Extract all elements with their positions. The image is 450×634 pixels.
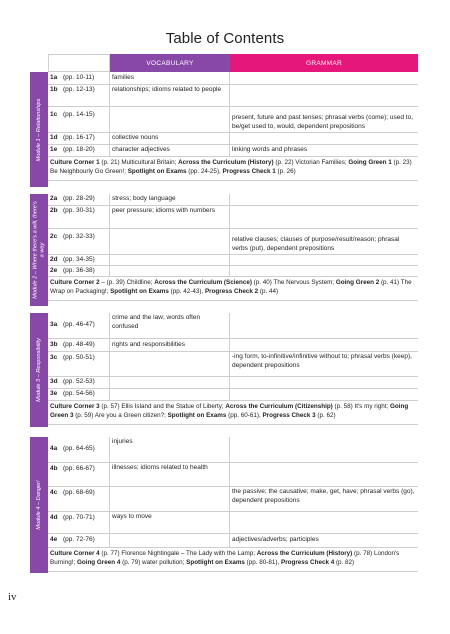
lesson-grammar — [230, 255, 418, 265]
going-green-text: (p. 41) The Wrap on Packaging!; — [50, 279, 412, 295]
lesson-grammar: relative clauses; clauses of purpose/result/reason; phrasal verbs (put), dependent prepositions — [232, 236, 400, 252]
going-green-text: (p. 59) Are you a Green citizen?; — [73, 412, 168, 419]
culture-corner-line-2 — [48, 277, 418, 301]
lesson-number: 2d — [50, 255, 58, 263]
lesson-pages: (pp. 72-76) — [63, 536, 95, 544]
lesson-grammar: adjectives/adverbs; participles — [232, 536, 319, 544]
lesson-number: 3c — [50, 354, 58, 361]
lesson-row-4d — [48, 512, 418, 534]
module-1-table — [48, 72, 418, 181]
lesson-pages: (pp. 68-69) — [63, 489, 95, 496]
lesson-grammar — [230, 85, 418, 106]
progress-check-text: (p. 82) — [334, 559, 355, 566]
lesson-vocabulary — [110, 377, 230, 388]
lesson-number: 1a — [50, 73, 58, 81]
lesson-number: 2e — [50, 266, 58, 274]
across-curriculum-title: Across the Curriculum (Citizenship) — [225, 403, 333, 410]
lesson-pages: (pp. 28-29) — [63, 195, 95, 203]
lesson-number: 4b — [50, 465, 58, 472]
lesson-grammar — [230, 339, 418, 351]
column-header-row — [48, 54, 418, 72]
spotlight-exams-title: Spotlight on Exams — [186, 559, 245, 566]
lesson-grammar — [230, 512, 418, 533]
lesson-row-2d — [48, 255, 418, 266]
culture-corner-title: Culture Corner 3 — [50, 403, 100, 410]
lesson-grammar — [230, 72, 418, 84]
lesson-row-3b — [48, 339, 418, 352]
lesson-vocabulary: stress; body language — [110, 194, 230, 205]
lesson-number: 3e — [50, 390, 58, 398]
page-number: iv — [8, 591, 17, 603]
culture-corner-text: – (p. 39) Childline; — [99, 279, 155, 286]
lesson-row-2b — [48, 206, 418, 229]
lesson-number: 1d — [50, 134, 58, 142]
module-3-side-band — [30, 313, 48, 427]
lesson-grammar: present, future and past tenses; phrasal verbs (come); used to, be/get used to, would, dependent prepositions — [232, 114, 414, 130]
going-green-title: Going Green 2 — [335, 279, 380, 286]
lesson-row-3c — [48, 352, 418, 377]
lesson-row-2c — [48, 229, 418, 255]
module-2-label: Module 2 – Where there's a will, there's a way — [32, 201, 45, 299]
lesson-vocabulary: collective nouns — [110, 133, 230, 144]
lesson-number: 2c — [50, 233, 58, 240]
progress-check-text: (p. 26) — [275, 168, 296, 175]
lesson-pages: (pp. 32-33) — [63, 233, 95, 240]
lesson-vocabulary — [110, 352, 230, 376]
lesson-number: 1c — [50, 111, 58, 118]
lesson-vocabulary: ways to move — [110, 512, 230, 533]
lesson-grammar — [230, 206, 418, 228]
lesson-pages: (pp. 66-67) — [63, 465, 95, 472]
module-3-label: Module 3 – Responsibility — [35, 338, 42, 402]
lesson-vocabulary — [110, 389, 230, 400]
progress-check-title: Progress Check 1 — [222, 168, 276, 175]
lesson-vocabulary: relationships; idioms related to people — [110, 85, 230, 106]
going-green-title: Going Green 3 — [50, 403, 409, 419]
across-curriculum-title: Across the Curriculum (History) — [178, 159, 274, 166]
column-header-blank — [48, 54, 110, 72]
lesson-pages: (pp. 70-71) — [63, 514, 95, 521]
module-4-side-band — [30, 437, 48, 573]
lesson-number: 3b — [50, 340, 58, 348]
lesson-pages: (pp. 50-51) — [63, 354, 95, 361]
lesson-row-1a — [48, 72, 418, 85]
going-green-text: (p. 79) water pollution; — [120, 559, 187, 566]
lesson-vocabulary: character adjectives — [110, 145, 230, 156]
lesson-row-1c — [48, 107, 418, 133]
lesson-vocabulary: rights and responsibilities — [110, 339, 230, 351]
across-curriculum-title: Across the Curriculum (Science) — [154, 279, 252, 286]
lesson-grammar — [230, 266, 418, 276]
culture-corner-title: Culture Corner 2 — [50, 279, 100, 286]
lesson-vocabulary — [110, 266, 230, 276]
culture-corner-line-1 — [48, 157, 418, 181]
lesson-number: 1b — [50, 86, 58, 93]
lesson-row-2e — [48, 266, 418, 277]
lesson-row-2a — [48, 194, 418, 206]
column-header-grammar: GRAMMAR — [230, 54, 418, 72]
page-title: Table of Contents — [165, 30, 285, 47]
across-curriculum-title: Across the Curriculum (History) — [256, 550, 353, 557]
lesson-pages: (pp. 46-47) — [63, 321, 95, 329]
lesson-vocabulary: illnesses; idioms related to health — [110, 463, 230, 486]
lesson-grammar — [230, 313, 418, 338]
across-curriculum-text: (p. 22) Victorian Families; — [273, 159, 349, 166]
module-4-label: Module 4 – Danger! — [35, 480, 42, 530]
module-3-block — [30, 313, 418, 427]
lesson-pages: (pp. 10-11) — [63, 73, 95, 81]
module-1-label: Module 1 – Relationships — [35, 98, 42, 161]
lesson-row-4c — [48, 487, 418, 512]
lesson-row-4e — [48, 534, 418, 548]
culture-corner-title: Culture Corner 4 — [50, 550, 100, 557]
module-2-side-band — [30, 194, 48, 306]
progress-check-title: Progress Check 2 — [204, 288, 259, 295]
going-green-title: Going Green 4 — [76, 559, 121, 566]
lesson-grammar — [230, 437, 418, 462]
lesson-row-1e — [48, 145, 418, 157]
progress-check-text: (p. 44) — [258, 288, 279, 295]
lesson-number: 2b — [50, 207, 58, 214]
lesson-grammar — [230, 133, 418, 144]
lesson-pages: (pp. 16-17) — [63, 134, 95, 142]
spotlight-exams-title: Spotlight on Exams — [110, 288, 169, 295]
lesson-number: 1e — [50, 146, 58, 154]
lesson-pages: (pp. 52-53) — [63, 378, 95, 386]
lesson-vocabulary — [110, 487, 230, 511]
lesson-row-1d — [48, 133, 418, 145]
lesson-number: 4d — [50, 514, 58, 521]
lesson-grammar — [230, 377, 418, 388]
lesson-number: 4e — [50, 536, 58, 544]
lesson-number: 3a — [50, 321, 58, 329]
lesson-pages: (pp. 18-20) — [63, 146, 95, 154]
lesson-pages: (pp. 14-15) — [63, 111, 95, 118]
going-green-title: Going Green 1 — [348, 159, 392, 166]
across-curriculum-text: (p. 58) It's my right; — [332, 403, 390, 410]
lesson-pages: (pp. 12-13) — [63, 86, 95, 93]
spotlight-exams-text: (pp. 60-61), — [226, 412, 263, 419]
lesson-vocabulary: peer pressure; idioms with numbers — [110, 206, 230, 228]
lesson-row-3e — [48, 389, 418, 401]
module-4-block — [30, 437, 418, 573]
lesson-pages: (pp. 36-38) — [63, 266, 95, 274]
lesson-pages: (pp. 48-49) — [63, 340, 95, 348]
progress-check-title: Progress Check 3 — [262, 412, 316, 419]
culture-corner-title: Culture Corner 1 — [50, 159, 100, 166]
lesson-row-3d — [48, 377, 418, 389]
lesson-grammar — [230, 194, 418, 205]
spotlight-exams-title: Spotlight on Exams — [167, 412, 227, 419]
lesson-vocabulary — [110, 229, 230, 254]
lesson-row-4b — [48, 463, 418, 487]
lesson-vocabulary — [110, 534, 230, 547]
module-4-table — [48, 437, 418, 572]
across-curriculum-text: (p. 78) London's Burning!; — [50, 550, 400, 566]
module-1-block — [30, 72, 418, 187]
column-header-vocabulary: VOCABULARY — [110, 54, 230, 72]
lesson-vocabulary: injuries — [110, 437, 230, 462]
culture-corner-text: (p. 21) Multicultural Britain; — [99, 159, 179, 166]
lesson-row-3a — [48, 313, 418, 339]
lesson-grammar: the passive; the causative; make, get, have; phrasal verbs (go), dependent prepositions — [232, 488, 415, 504]
lesson-number: 3d — [50, 378, 58, 386]
lesson-number: 4c — [50, 489, 58, 496]
lesson-row-4a — [48, 437, 418, 463]
lesson-grammar: linking words and phrases — [232, 146, 308, 154]
culture-corner-text: (p. 57) Ellis Island and the Statue of Liberty; — [99, 403, 226, 410]
lesson-pages: (pp. 30-31) — [63, 207, 95, 214]
spotlight-exams-text: (pp. 42-43), — [168, 288, 205, 295]
module-2-block — [30, 194, 418, 306]
going-green-text: (p. 23) Be Neighbourly Go Green!; — [50, 159, 412, 175]
lesson-number: 4a — [50, 445, 58, 453]
lesson-grammar — [230, 463, 418, 486]
spotlight-exams-title: Spotlight on Exams — [127, 168, 187, 175]
lesson-grammar — [230, 389, 418, 400]
across-curriculum-text: (p. 40) The Nervous System; — [251, 279, 336, 286]
lesson-vocabulary — [110, 255, 230, 265]
culture-corner-text: (p. 77) Florence Nightingale – The Lady with the Lamp; — [99, 550, 257, 557]
progress-check-title: Progress Check 4 — [281, 559, 335, 566]
spotlight-exams-text: (pp. 24-25), — [186, 168, 223, 175]
lesson-number: 2a — [50, 195, 58, 203]
spotlight-exams-text: (pp. 80-81), — [244, 559, 281, 566]
lesson-grammar: -ing form, to-infinitive/infinitive without to; phrasal verbs (keep), dependent prepositions — [232, 353, 412, 369]
module-1-side-band — [30, 72, 48, 187]
culture-corner-line-3 — [48, 401, 418, 425]
lesson-vocabulary: crime and the law; words often confused — [110, 313, 230, 338]
lesson-pages: (pp. 54-56) — [63, 390, 95, 398]
lesson-row-1b — [48, 85, 418, 107]
module-3-table — [48, 313, 418, 425]
culture-corner-line-4 — [48, 548, 418, 572]
progress-check-text: (p. 62) — [315, 412, 336, 419]
module-2-table — [48, 194, 418, 301]
lesson-pages: (pp. 64-65) — [63, 445, 95, 453]
lesson-pages: (pp. 34-35) — [63, 255, 95, 263]
lesson-vocabulary: families — [110, 72, 230, 84]
lesson-vocabulary — [110, 107, 230, 132]
